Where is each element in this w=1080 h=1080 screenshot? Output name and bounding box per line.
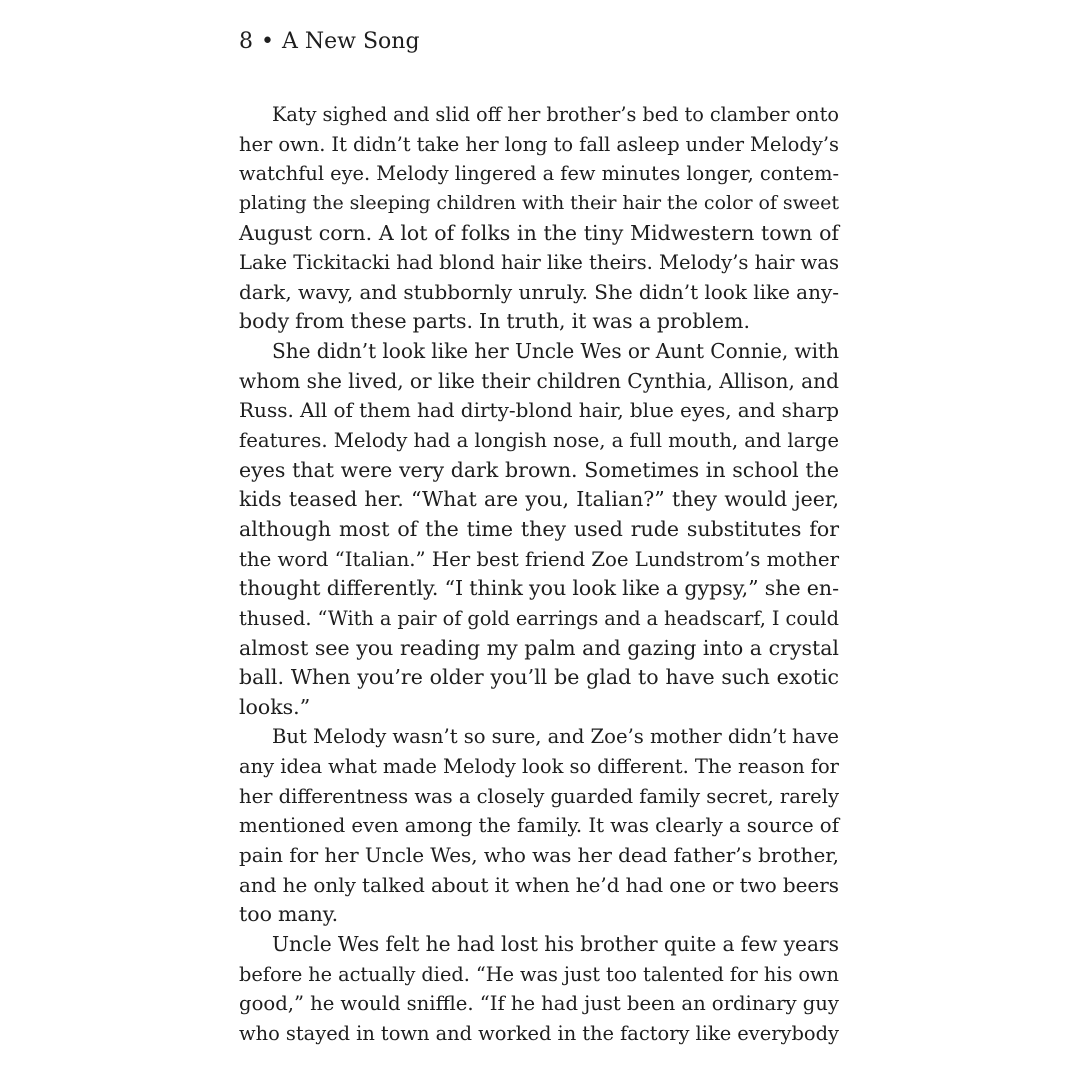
paragraph (239, 100, 839, 337)
header-separator: • (261, 29, 274, 54)
text-line: although most of the time they used rude substitutes for (239, 516, 839, 541)
text-line: the word “Italian.” Her best friend Zoe Lundstrom’s mother (239, 547, 839, 571)
text-line: Katy sighed and slid off her brother’s bed to clamber onto (272, 103, 839, 126)
paragraph (239, 337, 839, 722)
text-line: almost see you reading my palm and gazing into a crystal (239, 635, 839, 660)
text-line: too many. (239, 902, 339, 927)
text-line: her own. It didn’t take her long to fall asleep under Melody’s (239, 132, 839, 156)
text-line: Lake Tickitacki had blond hair like theirs. Melody’s hair was (239, 251, 839, 275)
book-title: A New Song (281, 29, 420, 54)
text-line: whom she lived, or like their children Cynthia, Allison, and (239, 368, 839, 393)
text-line: watchful eye. Melody lingered a few minutes longer, contem- (239, 162, 839, 186)
text-line: She didn’t look like her Uncle Wes or Aunt Connie, with (272, 339, 839, 364)
text-line: her differentness was a closely guarded family secret, rarely (239, 784, 839, 808)
text-line: eyes that were very dark brown. Sometimes in school the (239, 457, 839, 482)
text-line: ball. When you’re older you’ll be glad to have such exotic (239, 665, 839, 690)
text-line: But Melody wasn’t so sure, and Zoe’s mother didn’t have (272, 725, 839, 749)
text-line: body from these parts. In truth, it was a problem. (239, 309, 750, 334)
text-line: plating the sleeping children with their hair the color of sweet (239, 191, 839, 214)
text-line: thused. “With a pair of gold earrings and a headscarf, I could (239, 606, 839, 630)
text-line: any idea what made Melody look so different. The reason for (239, 755, 839, 779)
text-line: dark, wavy, and stubbornly unruly. She didn’t look like any- (239, 279, 839, 304)
paragraph (239, 722, 839, 929)
text-line: thought differently. “I think you look like a gypsy,” she en- (239, 576, 839, 601)
text-line: pain for her Uncle Wes, who was her dead father’s brother, (239, 843, 839, 868)
text-line: good,” he would sniffle. “If he had just been an ordinary guy (239, 992, 839, 1016)
text-line: who stayed in town and worked in the factory like everybody (239, 1021, 839, 1045)
text-line: features. Melody had a longish nose, a full mouth, and large (239, 429, 839, 453)
page-number: 8 (239, 29, 253, 54)
paragraph (239, 930, 839, 1049)
text-line: August corn. A lot of folks in the tiny Midwestern town of (239, 220, 839, 245)
text-line: and he only talked about it when he’d had one or two beers (239, 872, 839, 897)
text-line: looks.” (239, 694, 311, 719)
text-line: Russ. All of them had dirty-blond hair, blue eyes, and sharp (239, 398, 839, 423)
body-text (239, 100, 839, 1049)
text-line: Uncle Wes felt he had lost his brother quite a few years (272, 931, 839, 956)
text-line: before he actually died. “He was just too talented for his own (239, 962, 839, 986)
text-line: mentioned even among the family. It was clearly a source of (239, 814, 839, 838)
running-header (239, 27, 420, 57)
text-line: kids teased her. “What are you, Italian?” they would jeer, (239, 487, 839, 512)
